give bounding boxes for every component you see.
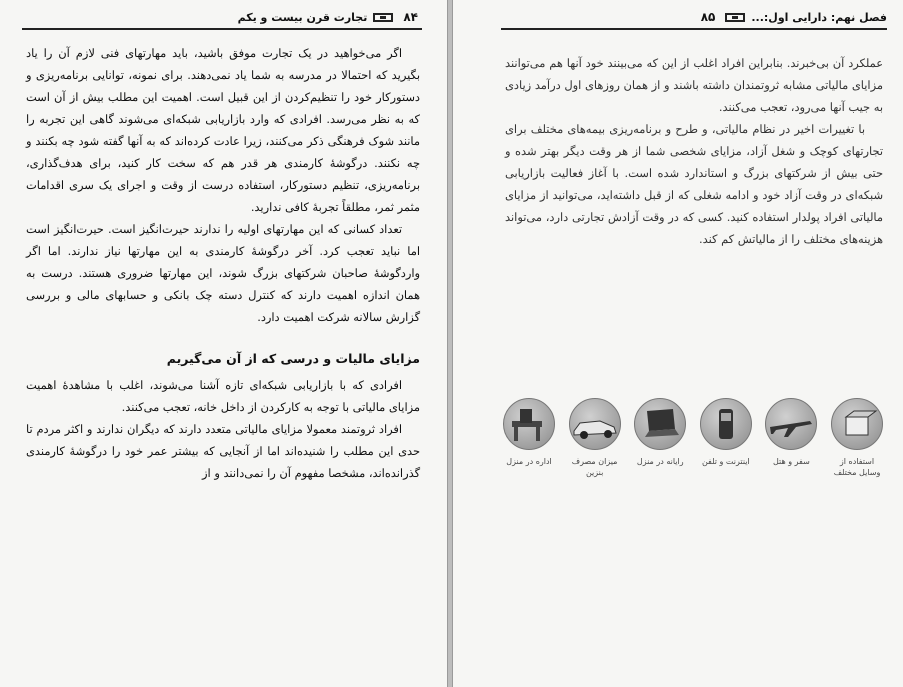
figure-item — [634, 398, 686, 508]
expense-illustration — [503, 398, 883, 508]
phone-icon — [700, 398, 752, 450]
paragraph: عملکرد آن بی‌خبرند. بنابراین افراد اغلب از این که می‌بینند خود آنها هم می‌توانند مزایای مالیاتی مشابه ثروتمندان داشته باشند و از همان روزهای اول درآمد زیادی به جیب آنها می‌رود، تعجب می‌کنند. — [505, 56, 883, 114]
figure-caption: میزان مصرف بنزین — [571, 457, 618, 477]
airplane-icon — [765, 398, 817, 450]
section-heading: مزایای مالیات و درسی که از آن می‌گیریم — [166, 351, 420, 366]
figure-item — [503, 398, 555, 508]
paragraph: با تغییرات اخیر در نظام مالیاتی، و طرح و برنامه‌ریزی بیمه‌های مختلف برای تجارتهای کوچک و شغل آزاد، مزایای شخصی شما از هر وقت دیگر بهتر شده و حتی بیش از شرکتهای بزرگ و استاندارد شده است. با آغاز فعالیت بازاریابی شبکه‌ای در وقت آزاد خود و ادامه شغلی که از قبل داشته‌اید، می‌توانید از مزایای مالیاتی افراد پولدار استفاده کنید. کسی که در وقت آزادش تجارتی دارد، می‌تواند هزینه‌های مختلف را از مالیاتش کم کند. — [505, 122, 883, 246]
figure-item — [700, 398, 752, 508]
right-page-number: ۸۵ — [700, 10, 716, 24]
car-icon — [569, 398, 621, 450]
paragraph: افراد ثروتمند معمولا مزایای مالیاتی متعدد دارند که دیگران ندارند و اکثر مردم تا حدی این مطلب را شنیده‌اند اما از آنجایی که بیشتر عمر خود را درگوشهٔ کارمندی گذرانده‌اند، مشخصا مفهوم آن را نمی‌دانند و از — [26, 422, 420, 480]
box-icon — [831, 398, 883, 450]
paragraph: افرادی که با بازاریابی شبکه‌ای تازه آشنا می‌شوند، اغلب با مشاهدهٔ اهمیت مزایای مالیاتی با توجه به کارکردن از داخل خانه، تعجب می‌کنند. — [26, 378, 420, 414]
office-chair-icon — [503, 398, 555, 450]
paragraph: اگر می‌خواهید در یک تجارت موفق باشید، باید مهارتهای فنی لازم آن را یاد بگیرید که احتمالا در مدرسه به شما یاد نمی‌دهند. برای نمونه، توانایی برنامه‌ریزی و دستورکار خود را تنظیم‌کردن از این قبیل است. اهمیت این مطلب بیش از آن است که به نظر می‌رسد. افرادی که وارد بازاریابی شبکه‌ای می‌شوند گاهی این تجربه را مانند شوک فرهنگی ذکر می‌کنند، زیرا عادت کرده‌اند که به آنها گفته شود چه بکنند و چه نکنند. درگوشهٔ کارمندی هر قدر هم که سخت کار کنید، برای هدف‌گذاری، برنامه‌ریزی، تنظیم دستورکار، استفاده درست از وقت و اجرای یک سری اقدامات مثمر ثمر، مطلقاً تجربهٔ کافی ندارید. — [26, 46, 420, 214]
right-page — [452, 0, 903, 687]
left-page-body — [26, 42, 420, 484]
figure-caption: سفر و هتل — [773, 457, 810, 466]
figure-item — [765, 398, 817, 508]
laptop-icon — [634, 398, 686, 450]
right-page-header — [501, 6, 887, 30]
left-header-title: تجارت قرن بیست و یکم — [237, 10, 368, 24]
publisher-logo-icon — [373, 13, 393, 22]
right-page-body — [505, 52, 883, 250]
figure-item — [831, 398, 883, 508]
figure-item — [569, 398, 621, 508]
publisher-logo-icon — [725, 13, 745, 22]
figure-caption: اداره در منزل — [506, 457, 552, 466]
paragraph: تعداد کسانی که این مهارتهای اولیه را ندارند حیرت‌انگیز است. حیرت‌انگیز است اما نباید تعجب کرد. آخر درگوشهٔ کارمندی به این مهارتها نیاز ندارند. اما اگر واردگوشهٔ صاحبان شرکتهای بزرگ شوند، این مهارتها ضروری هستند. درست به همان اندازه اهمیت دارند که کنترل دسته چک بانکی و حسابهای مالی و بررسی گزارش سالانه شرکت اهمیت دارد. — [26, 222, 420, 324]
figure-caption: استفاده از وسایل مختلف — [833, 457, 881, 477]
figure-caption: اینترنت و تلفن — [701, 457, 750, 466]
left-page-header — [22, 6, 422, 30]
left-page — [0, 0, 448, 687]
right-header-title: فصل نهم: دارایی اول:... — [751, 10, 887, 24]
left-page-number: ۸۴ — [403, 10, 418, 24]
figure-caption: رایانه در منزل — [636, 457, 684, 466]
